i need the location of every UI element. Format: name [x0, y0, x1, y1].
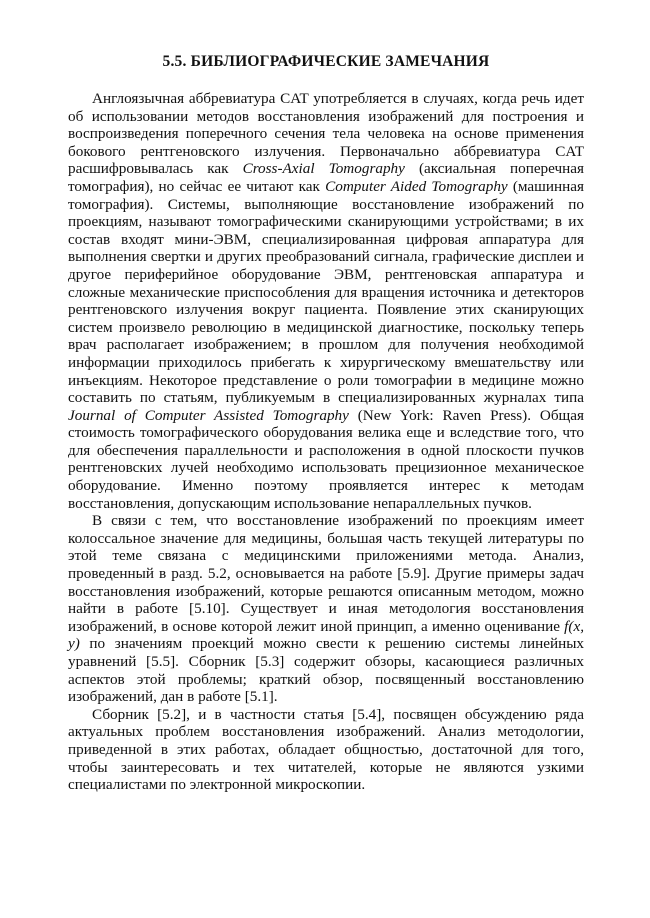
paragraph-1 — [68, 90, 584, 512]
text-run: (аксиальная поперечная томография), но сейчас ее читают как — [68, 160, 585, 195]
italic-term: Journal of Computer Assisted Tomography — [68, 406, 349, 424]
text-run: Сборник [5.2], и в частности статья [5.4], посвящен обсуждению ряда актуальных проблем восстановления изображений. Анализ методологии, приведенной в этих работах, обладает общностью, достаточной для того, чтобы заинтересовать и тех читателей, которые не являются узкими специалистами по электронной микроскопии. — [68, 705, 584, 794]
italic-term: f(x, y) — [68, 617, 584, 653]
page-body — [68, 52, 584, 794]
paragraphs-container — [68, 90, 584, 794]
section-heading: 5.5. БИБЛИОГРАФИЧЕСКИЕ ЗАМЕЧАНИЯ — [162, 53, 490, 70]
text-run: (New York: Raven Press). Общая стоимость томографического оборудования велика еще и вследствие того, что для обеспечения параллельности и расположения в одной плоскости пучков рентгеновских лучей необходимо использовать прецизионное механическое оборудование. Именно поэтому проявляется интерес к методам восстановления, допускающим использование непараллельных пучков. — [68, 406, 584, 512]
text-run: Англоязычная аббревиатура CAT употребляется в случаях, когда речь идет об использовании методов восстановления изображений для построения и воспроизведения поперечного сечения тела человека на основе применения бокового рентгеновского излучения. Первоначально аббревиатура CAT расшифровывалась как — [68, 90, 584, 178]
italic-term: Cross-Axial Tomography — [242, 160, 405, 178]
text-run: по значениям проекций можно свести к решению системы линейных уравнений [5.5]. Сборник [5.3] содержит обзоры, касающиеся различных аспектов этой проблемы; краткий обзор, посвященный восстановлению изображений, дан в работе [5.1]. — [68, 635, 584, 706]
text-run: В связи с тем, что восстановление изображений по проекциям имеет колоссальное значение для медицины, большая часть текущей литературы по этой теме связана с медицинскими приложениями метода. Анализ, проведенный в разд. 5.2, основывается на работе [5.9]. Другие примеры задач восстановления изображений, которые решаются описанным методом, можно найти в работе [5.10]. Существует и иная методология восстановления изображений, в основе которой лежит иной принцип, а именно оценивание — [68, 512, 584, 635]
paragraph-2 — [68, 512, 584, 706]
text-run: (машинная томография). Системы, выполняющие восстановление изображений по проекциям, называют томографическими сканирующими устройствами; в их состав входят мини-ЭВМ, специализированная цифровая аппаратура для выполнения свертки и других преобразований сигнала, графические дисплеи и другое периферийное оборудование ЭВМ, рентгеновская аппаратура и сложные механические приспособления для вращения источника и детекторов рентгеновского излучения вокруг пациента. Появление этих сканирующих систем произвело революцию в медицинской диагностике, поскольку теперь врач располагает изображением; в прошлом для получения необходимой информации приходилось прибегать к хирургическому вмешательству или инъекциям. Некоторое представление о роли томографии в медицине можно составить по статьям, публикуемым в специализированных журналах типа — [68, 177, 584, 407]
paragraph-3 — [68, 706, 584, 794]
italic-term: Computer Aided Tomography — [325, 177, 508, 195]
